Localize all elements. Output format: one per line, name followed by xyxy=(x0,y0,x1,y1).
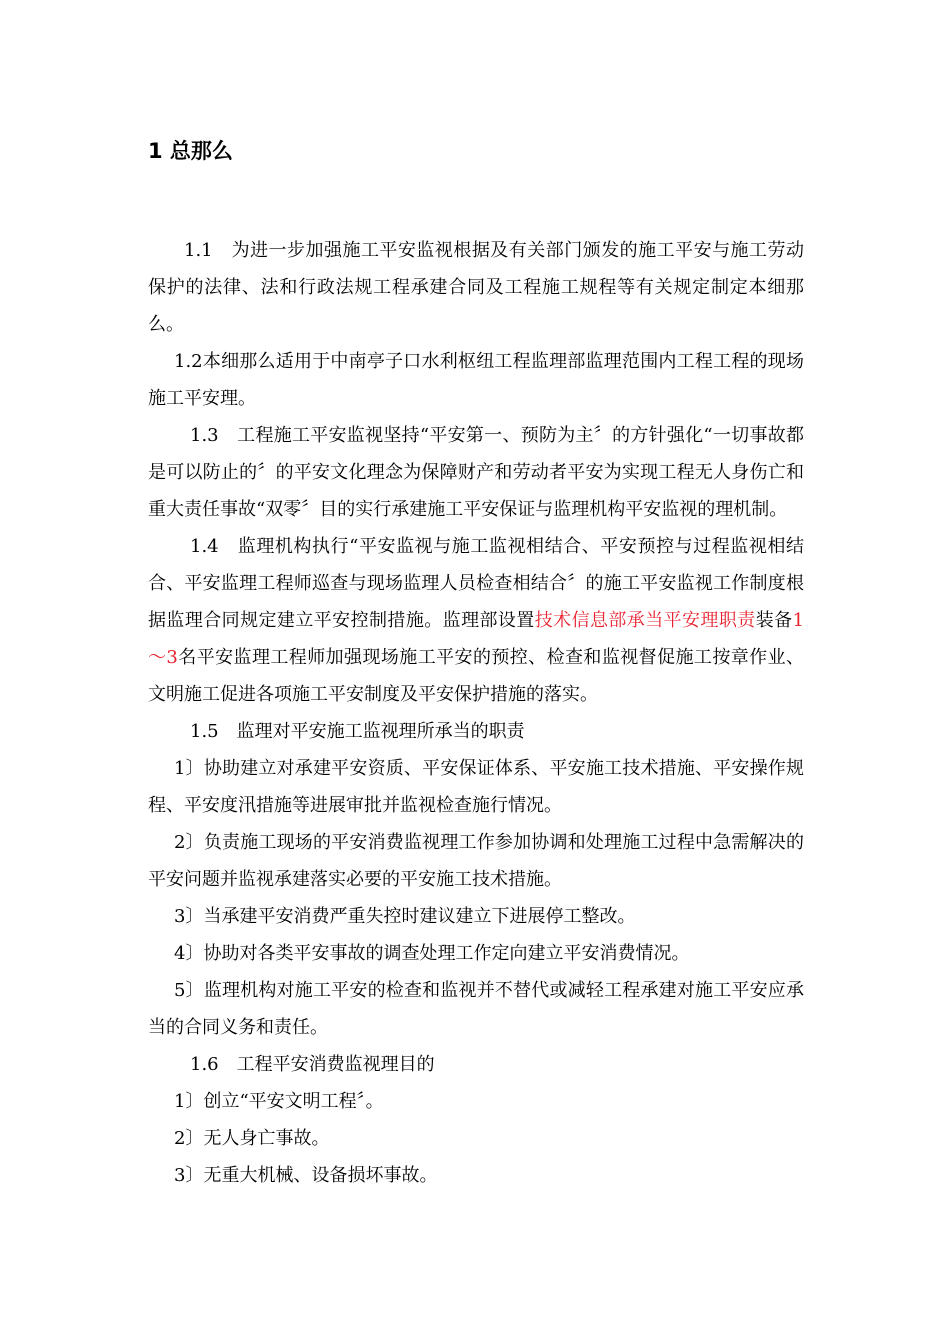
goal-item-3: 3〕无重大机械、设备损坏事故。 xyxy=(174,1165,438,1186)
section-heading: 1 总那么 xyxy=(148,139,233,163)
duty-item-1: 1〕协助建立对承建平安资质、平安保证体系、平安施工技术措施、平安操作规程、平安度汛措施等进展审批并监视检查施行情况。 xyxy=(148,758,804,816)
goal-item-2: 2〕无人身亡事故。 xyxy=(174,1128,330,1149)
paragraph-1-2: 1.2本细那么适用于中南亭子口水利枢纽工程监理部监理范围内工程工程的现场施工平安理。 xyxy=(148,351,804,409)
highlight-department: 技术信息部承当平安理职责 xyxy=(534,610,756,631)
goal-item-1: 1〕创立“平安文明工程〞。 xyxy=(174,1091,384,1112)
duty-item-2: 2〕负责施工现场的平安消费监视理工作参加协调和处理施工过程中急需解决的平安问题并监视承建落实必要的平安施工技术措施。 xyxy=(148,832,804,890)
paragraph-1-5: 1.5 监理对平安施工监视理所承当的职责 xyxy=(190,721,525,742)
highlight-count: 1～3 xyxy=(148,610,805,668)
paragraph-1-3: 1.3 工程施工平安监视坚持“平安第一、预防为主〞的方针强化“一切事故都是可以防止的〞的平安文化理念为保障财产和劳动者平安为实现工程无人身伤亡和重大责任事故“双零〞目的实行承建施工平安保证与监理机构平安监视的理机制。 xyxy=(148,425,804,520)
paragraph-1-6: 1.6 工程平安消费监视理目的 xyxy=(190,1054,435,1075)
paragraph-1-4 xyxy=(148,528,804,713)
duty-item-5: 5〕监理机构对施工平安的检查和监视并不替代或减轻工程承建对施工平安应承当的合同义务和责任。 xyxy=(148,980,804,1038)
duty-item-3: 3〕当承建平安消费严重失控时建议建立下进展停工整改。 xyxy=(174,906,636,927)
paragraph-1-4-text-a: 1.4 监理机构执行“平安监视与施工监视相结合、平安预控与过程监视相结合、平安监理工程师巡查与现场监理人员检查相结合〞的施工平安监视工作制度根据监理合同规定建立平安控制措施。监理部设置 xyxy=(148,536,804,631)
document-body xyxy=(148,232,804,1194)
paragraph-1-4-text-b: 装备 xyxy=(755,610,793,631)
duty-item-4: 4〕协助对各类平安事故的调查处理工作定向建立平安消费情况。 xyxy=(174,943,690,964)
paragraph-1-4-text-c: 名平安监理工程师加强现场施工平安的预控、检查和监视督促施工按章作业、文明施工促进各项施工平安制度及平安保护措施的落实。 xyxy=(148,647,805,705)
paragraph-1-1: 1.1 为进一步加强施工平安监视根据及有关部门颁发的施工平安与施工劳动保护的法律、法和行政法规工程承建合同及工程施工规程等有关规定制定本细那么。 xyxy=(148,240,804,335)
